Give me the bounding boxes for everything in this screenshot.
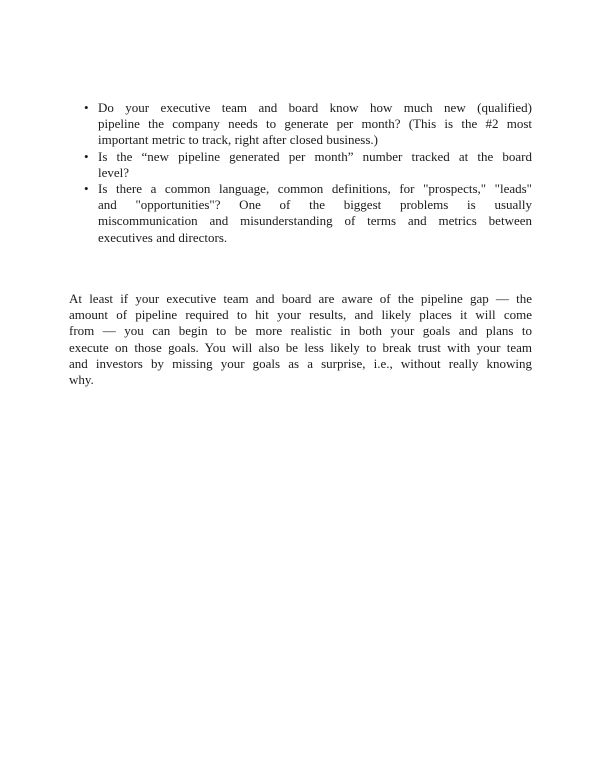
paragraph-line: and investors by missing your goals as a surprise, i.e., without really knowing <box>69 355 532 371</box>
paragraph-line: why. <box>69 371 94 387</box>
list-item-line: Is there a common language, common definitions, for "prospects," "leads" <box>98 180 532 196</box>
paragraph-line: amount of pipeline required to hit your results, and likely places it will come <box>69 307 532 323</box>
list-item-line: important metric to track, right after closed business.) <box>98 132 378 148</box>
list-item-line: executives and directors. <box>98 229 228 245</box>
list-item <box>69 181 532 246</box>
list-item <box>69 100 532 149</box>
body-paragraph <box>69 291 532 388</box>
bullet-icon: • <box>84 148 89 164</box>
list-item-line: level? <box>98 164 130 180</box>
bullet-icon: • <box>84 100 89 115</box>
paragraph-line: At least if your executive team and board are aware of the pipeline gap — the <box>69 291 532 306</box>
list-item-line: Do your executive team and board know how much new (qualified) <box>98 100 532 115</box>
paragraph-line: from — you can begin to be more realistic in both your goals and plans to <box>69 323 532 339</box>
list-item-line: miscommunication and misunderstanding of terms and metrics between <box>98 213 532 229</box>
list-item <box>69 149 532 181</box>
list-item-line: pipeline the company needs to generate per month? (This is the #2 most <box>98 116 532 132</box>
bullet-list <box>69 100 532 246</box>
list-item-line: Is the “new pipeline generated per month” number tracked at the board <box>98 148 532 164</box>
paragraph-line: execute on those goals. You will also be less likely to break trust with your team <box>69 339 532 355</box>
bullet-icon: • <box>84 180 89 196</box>
list-item-line: and "opportunities"? One of the biggest problems is usually <box>98 197 532 213</box>
